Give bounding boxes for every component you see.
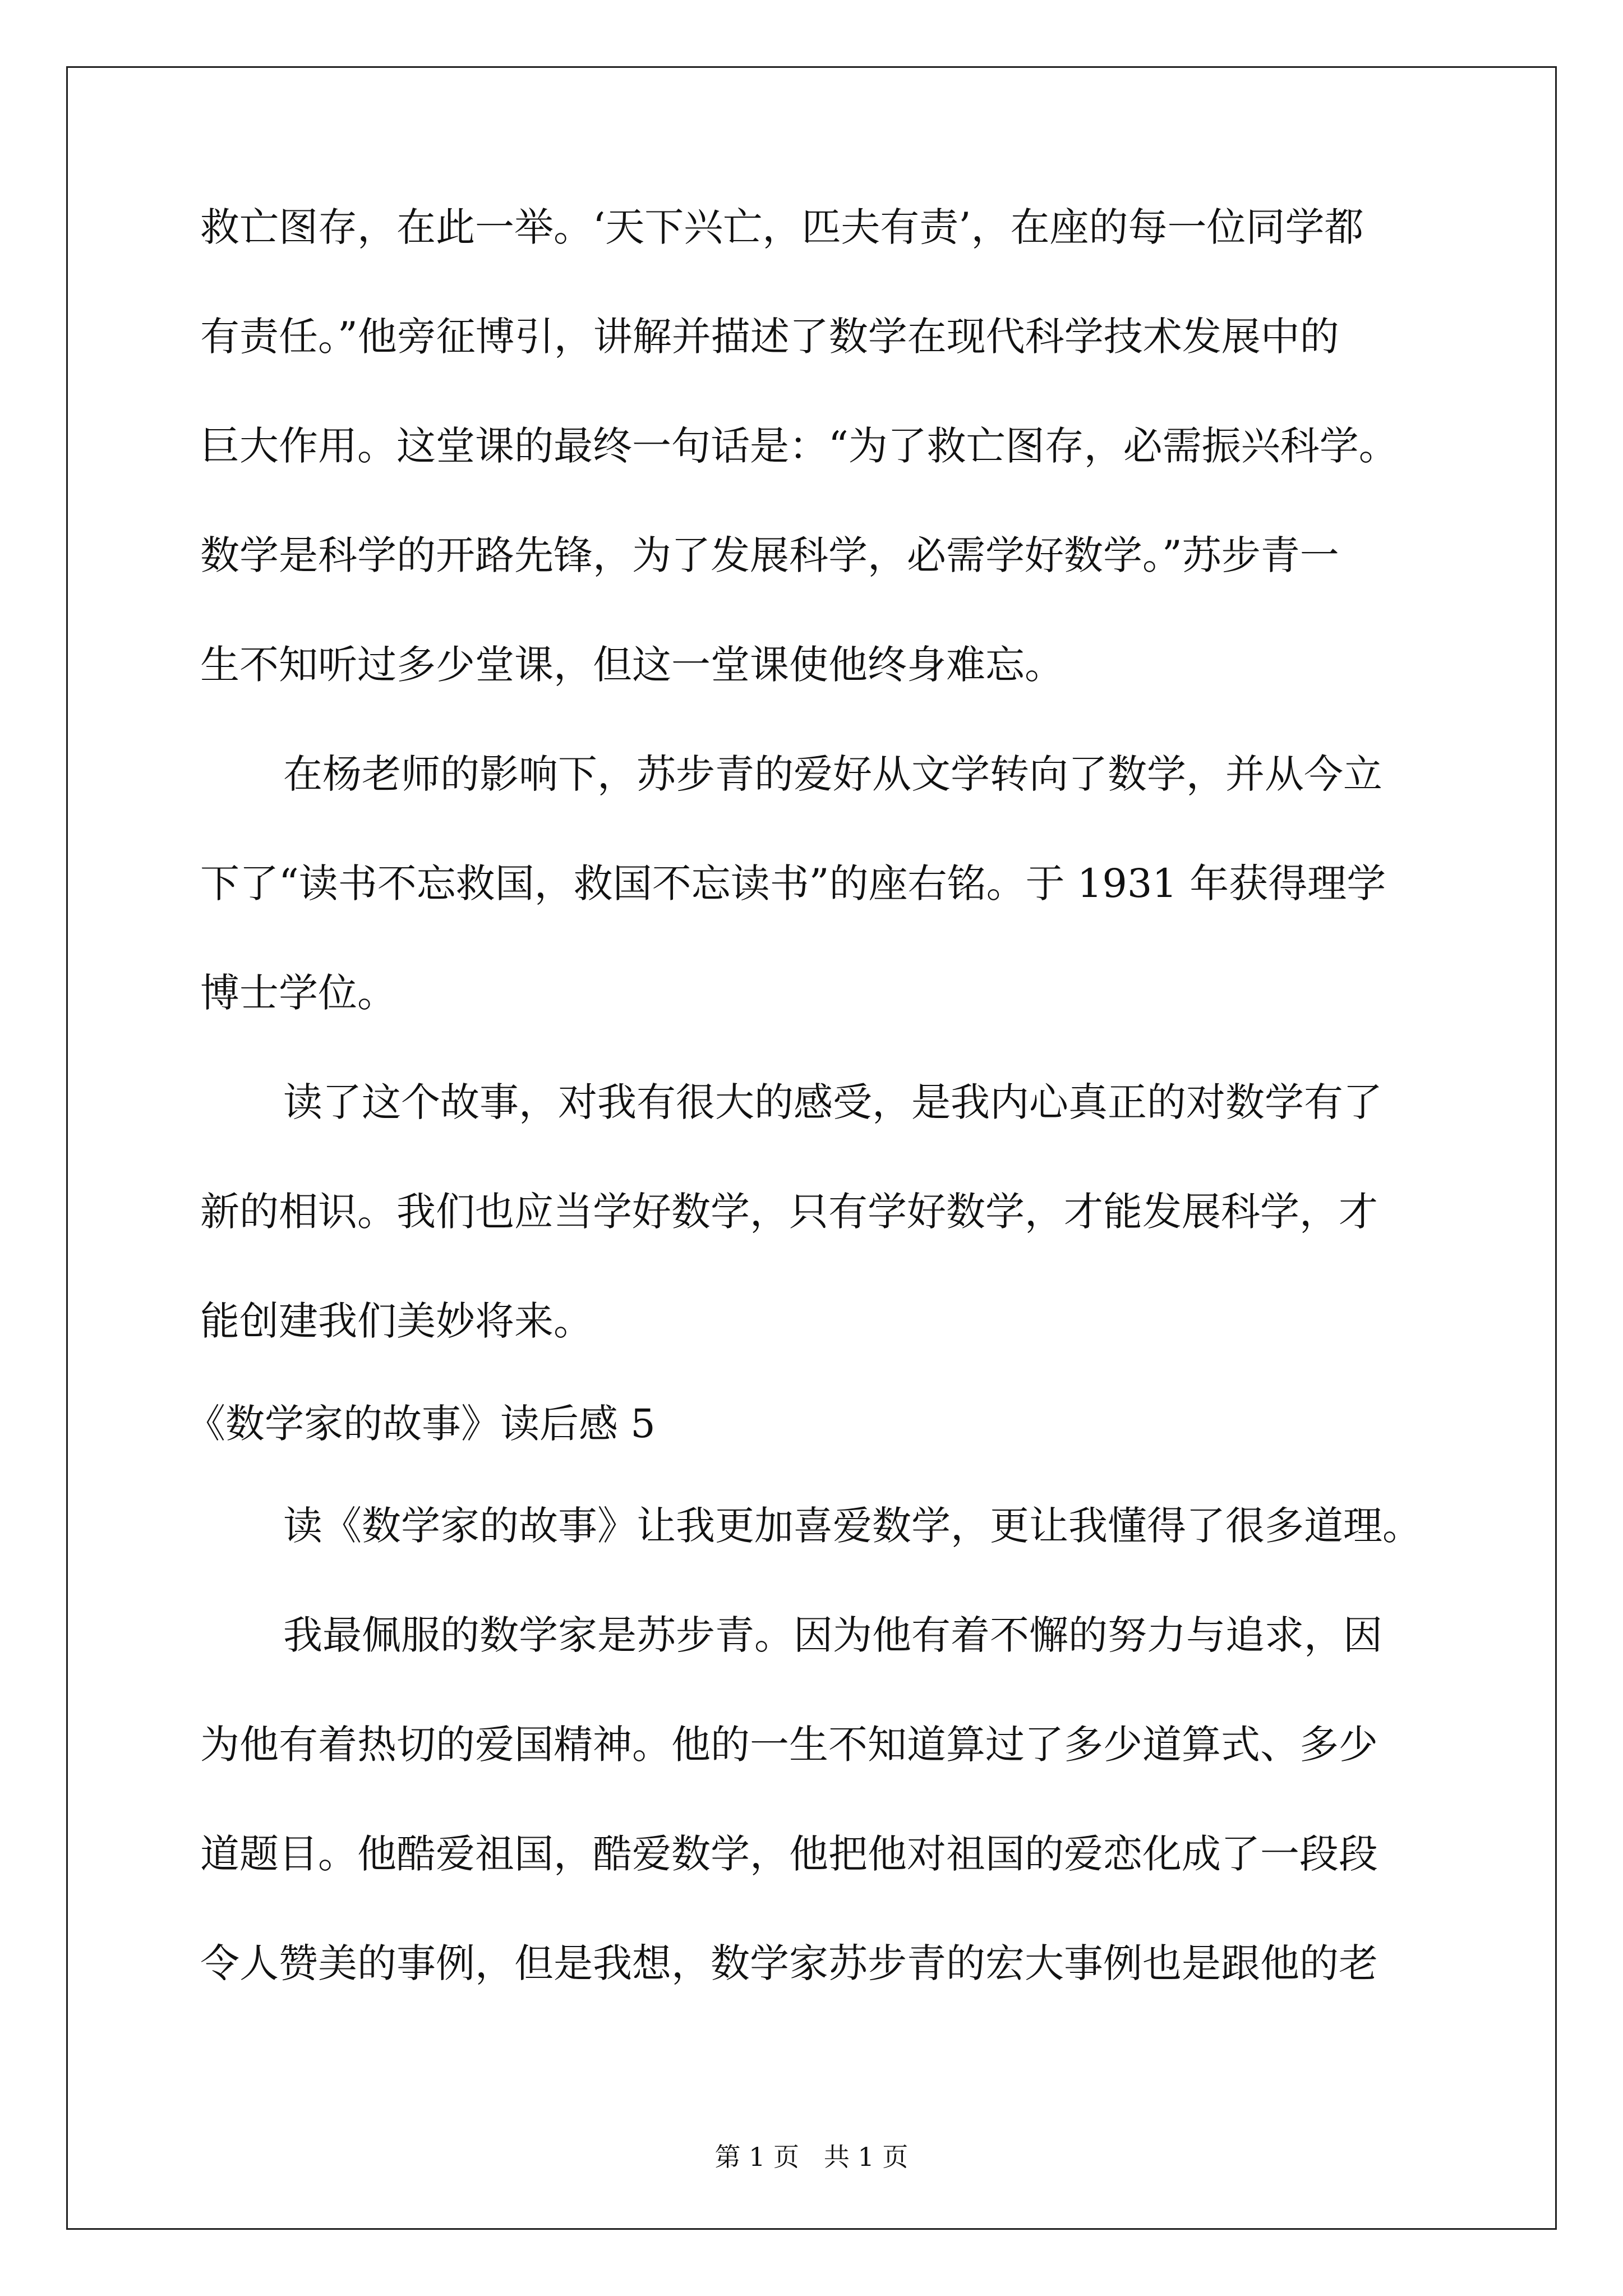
text-line: 令人赞美的事例，但是我想，数学家苏步青的宏大事例也是跟他的老: [200, 1940, 1378, 1986]
text-line: 读《数学家的故事》让我更加喜爱数学，更让我懂得了很多道理。: [283, 1503, 1422, 1549]
page-border: [66, 66, 1557, 2230]
section-heading: 《数学家的故事》读后感 5: [186, 1401, 656, 1447]
text-line: 下了“读书不忘救国，救国不忘读书”的座右铭。于 1931 年获得理学: [200, 861, 1386, 907]
text-line: 新的相识。我们也应当学好数学，只有学好数学，才能发展科学，才: [200, 1189, 1378, 1235]
text-line: 在杨老师的影响下，苏步青的爱好从文学转向了数学，并从今立: [283, 751, 1382, 797]
page-footer: 第 1 页 共 1 页: [714, 2142, 909, 2172]
text-line: 博士学位。: [200, 970, 396, 1016]
text-line: 道题目。他酷爱祖国，酷爱数学，他把他对祖国的爱恋化成了一段段: [200, 1831, 1378, 1877]
text-line: 我最佩服的数学家是苏步青。因为他有着不懈的努力与追求，因: [283, 1612, 1382, 1658]
text-line: 生不知听过多少堂课，但这一堂课使他终身难忘。: [200, 642, 1064, 688]
text-line: 为他有着热切的爱国精神。他的一生不知道算过了多少道算式、多少: [200, 1722, 1378, 1768]
text-line: 读了这个故事，对我有很大的感受，是我内心真正的对数学有了: [283, 1079, 1382, 1125]
text-line: 能创建我们美妙将来。: [200, 1298, 593, 1344]
text-line: 救亡图存，在此一举。‘天下兴亡，匹夫有责’，在座的每一位同学都: [200, 204, 1364, 250]
text-line: 巨大作用。这堂课的最终一句话是：“为了救亡图存，必需振兴科学。: [200, 423, 1398, 469]
text-line: 有责任。”他旁征博引，讲解并描述了数学在现代科学技术发展中的: [200, 314, 1339, 360]
text-line: 数学是科学的开路先锋，为了发展科学，必需学好数学。”苏步青一: [200, 532, 1339, 578]
